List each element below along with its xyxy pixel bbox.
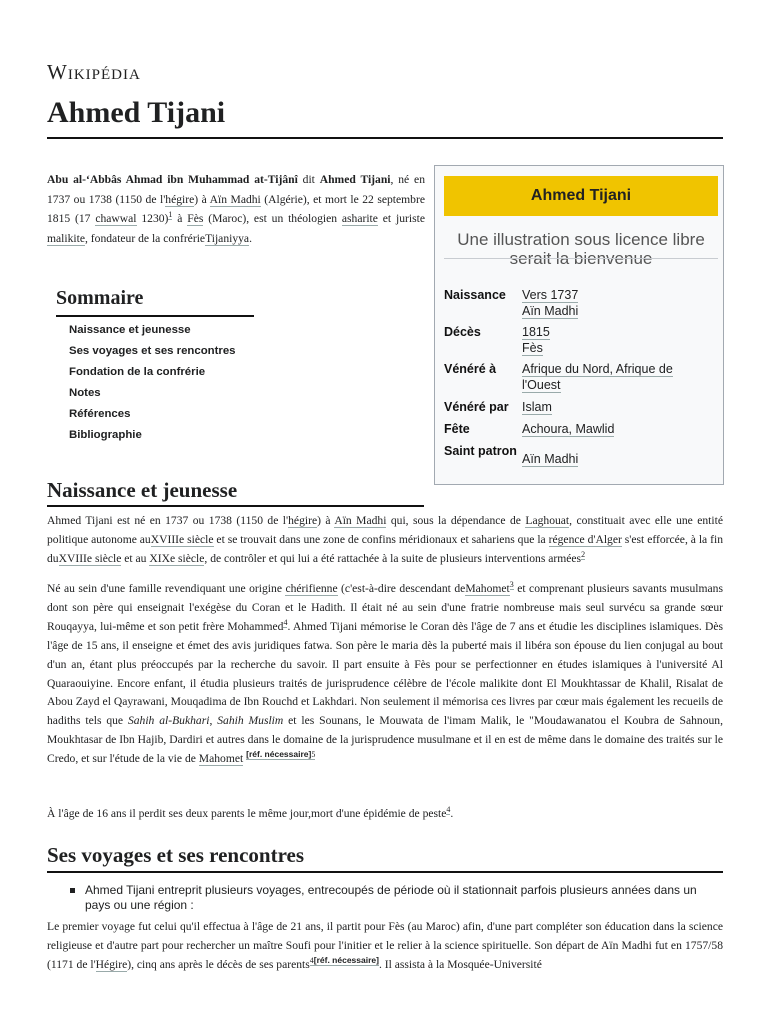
ref-1[interactable]: 1 xyxy=(168,210,173,220)
image-placeholder-note[interactable]: Une illustration sous licence libre serait la bienvenue xyxy=(457,230,705,268)
citation-needed-tag[interactable]: [réf. nécessaire] xyxy=(246,749,312,760)
link-ain-madhi[interactable]: Aïn Madhi xyxy=(334,514,387,527)
lead-text: dit xyxy=(297,173,320,186)
toc-item-voyages[interactable]: Ses voyages et ses rencontres xyxy=(69,345,236,357)
para-text: . xyxy=(450,807,454,820)
italic-muslim: Sahih Muslim xyxy=(217,714,284,728)
link-cherifienne[interactable]: chérifienne xyxy=(285,582,338,595)
para-text: qui, sous la dépendance de xyxy=(386,514,526,527)
lead-paragraph xyxy=(47,170,425,248)
link-xviii-siecle[interactable]: XVIIIe siècle xyxy=(150,532,214,546)
infobox-value[interactable]: Achoura, Mawlid xyxy=(522,422,615,436)
citation-needed-tag[interactable]: [réf. nécessaire] xyxy=(313,954,379,965)
short-name: Ahmed Tijani xyxy=(319,173,391,186)
lead-text: ) à xyxy=(194,192,210,206)
para-text: , de contrôler et qui lui a été rattachée à la suite de plusieurs interventions armées xyxy=(204,551,582,565)
infobox-row-deces xyxy=(444,324,718,356)
bullet-marker xyxy=(70,888,75,893)
link-mahomet[interactable]: Mahomet xyxy=(465,582,510,595)
infobox-key: Vénéré à xyxy=(444,362,497,376)
toc-item-notes[interactable]: Notes xyxy=(69,387,101,399)
toc-item-fondation[interactable]: Fondation de la confrérie xyxy=(69,366,206,378)
link-xviii-siecle-2[interactable]: XVIIIe siècle xyxy=(58,551,122,565)
list-item xyxy=(70,883,720,913)
para-text: (c'est-à-dire descendant de xyxy=(337,582,466,595)
section-divider xyxy=(47,505,424,507)
infobox-key: Vénéré par xyxy=(444,400,509,414)
link-regence-alger[interactable]: régence d'Alger xyxy=(548,532,622,546)
infobox-divider xyxy=(444,258,718,259)
infobox-row-venere-par xyxy=(444,399,718,415)
lead-text: à xyxy=(172,212,188,225)
lead-text: , fondateur de la confrérie xyxy=(85,231,206,245)
para-text: . Ahmed Tijani mémorise le Coran dès l'âge de 7 ans et étudie les disciplines islamiques. Dès l'âge de 15 ans, il enseigne et émet des avis juridiques fatwa. Son père le maria dès la puberté mais il libéra son épouse du lien conjugal au bout d'un an, étant plus préoccupés par la recherche du savoir. Il part ensuite à Fès pour se perfectionner en études islamiques à l'université Al Quaraouiyine. Encore enfant, il étudia plusieurs traités de jurisprudence célèbre de l'école malikite dont El Moukhtassar de Khalil, Risalat de Abou Zayd el Qayrawani, Mouqadima de Ibn Rouchd et Lakhdari. Non seulement il mémorisa ces livres par cœur mais également les recueils de hadiths tels que xyxy=(47,619,724,728)
page-title: Ahmed Tijani xyxy=(47,96,226,129)
paragraph-naissance-2 xyxy=(47,580,723,769)
section-heading-naissance: Naissance et jeunesse xyxy=(47,478,238,502)
ref-5[interactable]: 5 xyxy=(311,750,316,760)
ref-4[interactable]: 4 xyxy=(283,617,288,627)
link-tijaniyya[interactable]: Tijaniyya xyxy=(205,231,250,245)
infobox-row-fete xyxy=(444,421,718,437)
paragraph-naissance-3 xyxy=(47,805,723,824)
link-chawwal[interactable]: chawwal xyxy=(95,212,137,225)
para-text: , xyxy=(209,714,218,728)
para-text: Ahmed Tijani est né en 1737 ou 1738 (1150 de l' xyxy=(47,514,289,527)
toc-item-references[interactable]: Références xyxy=(69,408,131,420)
link-malikite[interactable]: malikite xyxy=(47,231,85,245)
infobox-value[interactable]: Vers 1737 xyxy=(522,288,579,302)
lead-text: , né en 1737 ou 1738 (1150 de l' xyxy=(47,173,425,206)
para-text: et se trouvait dans une zone de confins méridionaux et sahariens que la xyxy=(213,532,549,546)
infobox-key: Naissance xyxy=(444,288,506,302)
lead-text: 1230) xyxy=(136,212,169,225)
link-hegire[interactable]: hégire xyxy=(165,192,195,206)
table-of-contents xyxy=(56,287,256,441)
toc-title: Sommaire xyxy=(56,287,144,309)
title-divider xyxy=(47,137,723,139)
ref-2[interactable]: 2 xyxy=(581,549,586,559)
lead-text: (Maroc), est un théologien xyxy=(203,212,342,225)
wikipedia-logo[interactable]: Wikipédia xyxy=(47,60,141,84)
infobox xyxy=(434,165,724,485)
infobox-key: Saint patron xyxy=(444,444,517,458)
paragraph-naissance-1 xyxy=(47,512,723,569)
link-laghouat[interactable]: Laghouat xyxy=(525,514,570,527)
lead-text: (Algérie), et mort le 22 septembre 1815 (17 xyxy=(47,192,425,225)
infobox-value[interactable]: l'Ouest xyxy=(522,378,561,392)
list-item-text: Ahmed Tijani entreprit plusieurs voyages, entrecoupés de période où il stationnait parfois plusieurs années dans un pays ou une région : xyxy=(85,883,697,912)
infobox-row-naissance xyxy=(444,287,718,319)
infobox-value[interactable]: Islam xyxy=(522,400,552,414)
para-text: ) à xyxy=(317,514,335,527)
link-asharite[interactable]: asharite xyxy=(341,212,378,225)
link-hegire[interactable]: Hégire xyxy=(95,957,128,971)
para-text: Né au sein d'une famille revendiquant une origine xyxy=(47,582,286,595)
ref-4[interactable]: 4 xyxy=(446,805,451,815)
link-hegire[interactable]: hégire xyxy=(288,514,318,527)
infobox-key: Décès xyxy=(444,325,481,339)
link-mahomet-2[interactable]: Mahomet xyxy=(198,752,244,766)
para-text: et au xyxy=(121,551,150,565)
infobox-value[interactable]: Aïn Madhi xyxy=(522,452,579,466)
ref-3[interactable]: 3 xyxy=(509,580,514,590)
infobox-key: Fête xyxy=(444,422,470,436)
infobox-header: Ahmed Tijani xyxy=(444,176,718,216)
toc-divider xyxy=(56,315,254,317)
lead-text: . xyxy=(249,231,252,245)
italic-bukhari: Sahih al-Bukhari xyxy=(127,714,210,728)
para-text: et les Sounans, le Mouwata de l'imam Malik, le "Moudawanatou el Koubra de Sahnoun, Moukhtasar de Ibn Hajib, Dardiri et autres dans le domaine de la jurisprudence musulmane et il en est de même dans le domaine des traités sur le Credo, et sur l'étude de la vie de xyxy=(47,714,724,766)
lead-text: et juriste xyxy=(377,212,425,225)
link-xix-siecle[interactable]: XIXe siècle xyxy=(149,551,205,565)
infobox-row-saint-patron xyxy=(444,443,718,467)
full-name: Abu al-‘Abbâs Ahmad ibn Muhammad at-Tijânî xyxy=(47,173,298,186)
infobox-value[interactable]: Aïn Madhi xyxy=(522,304,579,318)
ref-4[interactable]: 4 xyxy=(309,955,314,965)
para-text: et comprenant plusieurs savants musulmans dont son père qui enseignait l'exégèse du Coran et le Hadith. Il était né au sein d'une fratrie nombreuse mais seul survécu sa grande sœur Rouqayya, lui-même et son petit frère Mohammed xyxy=(47,582,723,633)
infobox-row-venere-a xyxy=(444,361,718,393)
para-text: À l'âge de 16 ans il perdit ses deux parents le même jour,mort d'une épidémie de peste xyxy=(47,807,447,820)
link-ain-madhi[interactable]: Aïn Madhi xyxy=(209,192,261,206)
para-text: s'est efforcée, à la fin du xyxy=(47,532,723,565)
link-fes[interactable]: Fès xyxy=(187,212,204,225)
para-text: Le premier voyage fut celui qu'il effectua à l'âge de 21 ans, il partit pour Fès (au Maroc) afin, d'une part compléter son éducation dans la science religieuse et d'autre part pour rechercher un maître Soufi pour l'initier et le relier à la science spirituelle. Son départ de Aïn Madhi fut en 1757/58 (1171 de l' xyxy=(47,920,723,971)
infobox-value[interactable]: Afrique du Nord, Afrique de xyxy=(522,362,673,376)
toc-item-naissance[interactable]: Naissance et jeunesse xyxy=(69,324,191,336)
para-text: ), cinq ans après le décès de ses parents xyxy=(127,957,310,971)
section-divider xyxy=(47,871,723,873)
para-text: . Il assista à la Mosquée-Université xyxy=(378,957,542,971)
infobox-value[interactable]: Fès xyxy=(522,341,543,355)
infobox-value[interactable]: 1815 xyxy=(522,325,550,339)
paragraph-voyages-1 xyxy=(47,918,723,975)
para-text: , constituait avec elle une entité politique autonome au xyxy=(47,514,723,546)
section-heading-voyages: Ses voyages et ses rencontres xyxy=(47,843,305,867)
toc-list xyxy=(69,322,236,448)
toc-item-bibliographie[interactable]: Bibliographie xyxy=(69,429,142,441)
